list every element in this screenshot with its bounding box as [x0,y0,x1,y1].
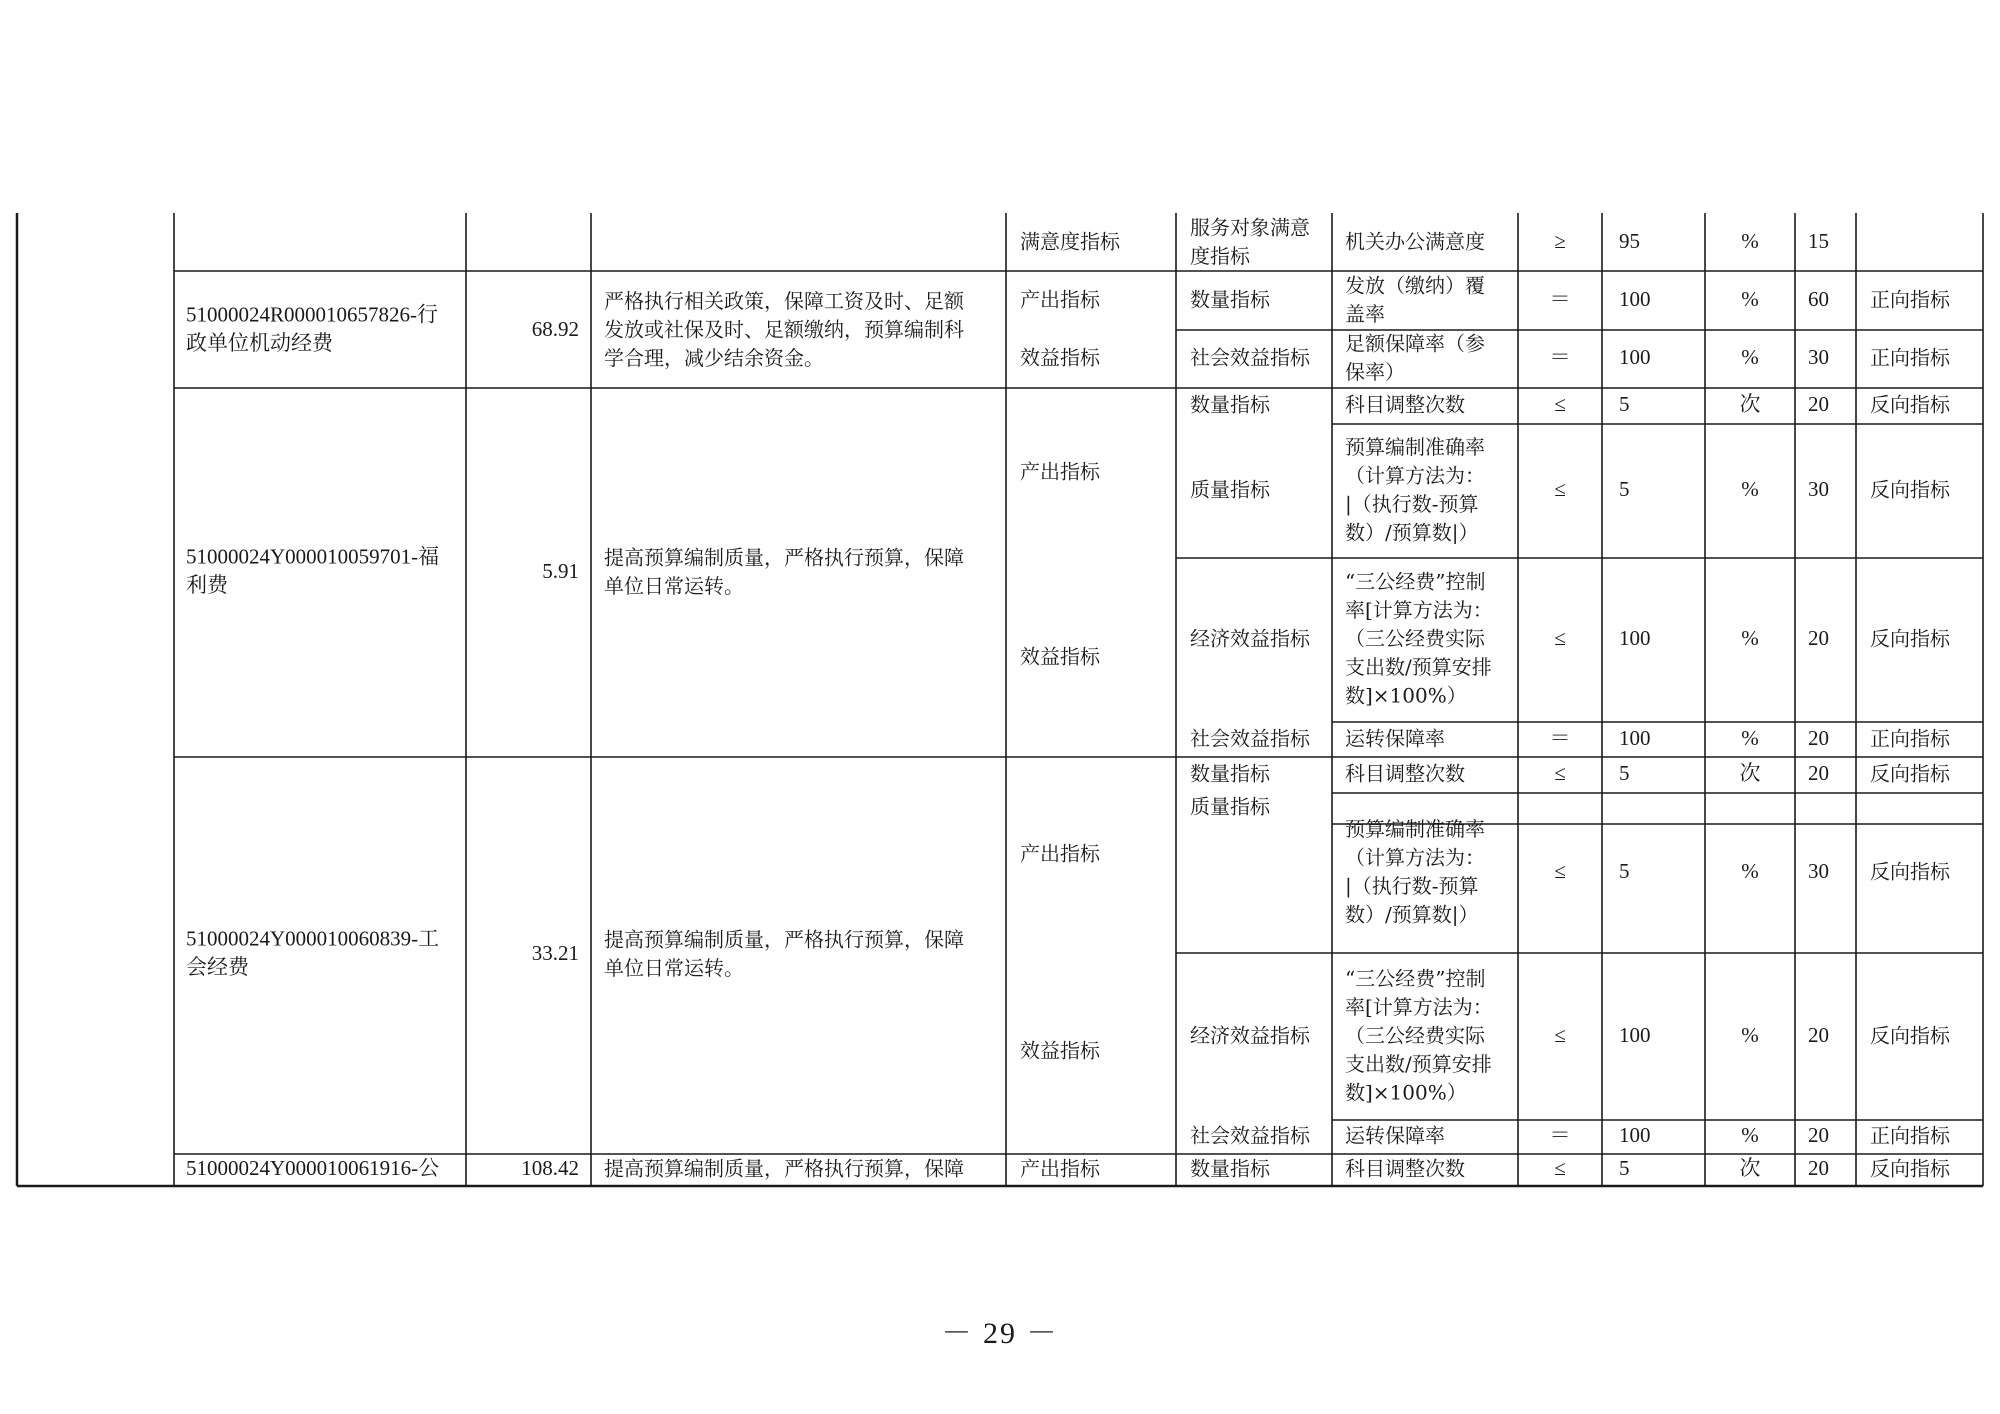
project-amount: 5.91 [542,558,579,583]
weight-score: 20 [1808,1155,1829,1180]
level3-indicator: 数）/预算数|） [1345,902,1479,927]
comparison-operator: ≥ [1554,228,1566,253]
level3-indicator: （计算方法为： [1345,463,1485,488]
level3-indicator: 足额保障率（参 [1345,331,1485,356]
project-name: 51000024Y000010059701-福 [186,544,440,569]
level3-indicator: 运转保障率 [1345,726,1445,751]
performance-goal: 严格执行相关政策，保障工资及时、足额 [604,289,964,313]
level3-indicator: 率[计算方法为： [1345,995,1493,1019]
level3-indicator: “三公经费”控制 [1345,569,1486,594]
level2-indicator: 服务对象满意 [1190,215,1310,240]
weight-score: 30 [1808,476,1829,501]
level3-indicator: |（执行数-预算 [1345,491,1479,516]
level1-indicator: 产出指标 [1020,841,1100,866]
performance-goal: 发放或社保及时、足额缴纳，预算编制科 [604,317,964,342]
level3-indicator: 科目调整次数 [1345,392,1465,417]
indicator-direction: 正向指标 [1870,345,1950,370]
measure-unit: % [1741,1022,1759,1047]
level3-indicator: （计算方法为： [1345,845,1485,870]
measure-unit: % [1741,1122,1759,1147]
target-value: 95 [1619,228,1640,253]
weight-score: 30 [1808,344,1829,369]
indicator-direction: 反向指标 [1870,1023,1950,1048]
level1-indicator: 满意度指标 [1020,229,1120,254]
project-name: 利费 [186,573,228,598]
weight-score: 20 [1808,625,1829,650]
project-name: 51000024R000010657826-行 [186,302,438,327]
level3-indicator: “三公经费”控制 [1345,966,1486,991]
level3-indicator: 支出数/预算安排 [1345,655,1492,679]
performance-goal: 单位日常运转。 [604,955,744,980]
target-value: 100 [1619,344,1651,369]
level1-indicator: 效益指标 [1020,1038,1100,1063]
measure-unit: % [1741,725,1759,750]
level3-indicator: 数]×100%） [1345,1080,1467,1105]
project-amount: 68.92 [531,316,579,341]
level2-indicator: 社会效益指标 [1190,345,1310,370]
level3-indicator: （三公经费实际 [1345,1023,1485,1048]
table-cells [186,215,1951,1180]
target-value: 5 [1619,1155,1630,1180]
project-name: 51000024Y000010060839-工 [186,926,440,951]
indicator-direction: 反向指标 [1870,761,1950,786]
target-value: 5 [1619,858,1630,883]
target-value: 5 [1619,391,1630,416]
target-value: 5 [1619,760,1630,785]
target-value: 100 [1619,1122,1651,1147]
weight-score: 15 [1808,228,1829,253]
indicator-direction: 反向指标 [1870,477,1950,502]
target-value: 100 [1619,625,1651,650]
level3-indicator: 支出数/预算安排 [1345,1052,1492,1076]
weight-score: 20 [1808,391,1829,416]
level3-indicator: 保率） [1345,359,1405,384]
indicator-direction: 反向指标 [1870,626,1950,651]
indicator-direction: 反向指标 [1870,1156,1950,1181]
level3-indicator: |（执行数-预算 [1345,873,1479,898]
level2-indicator: 经济效益指标 [1190,1023,1310,1048]
level3-indicator: 预算编制准确率 [1345,434,1485,459]
comparison-operator: ≤ [1554,1022,1566,1047]
comparison-operator: ≤ [1554,858,1566,883]
level1-indicator: 产出指标 [1020,1156,1100,1181]
project-amount: 108.42 [521,1155,579,1180]
target-value: 100 [1619,286,1651,311]
level3-indicator: 率[计算方法为： [1345,598,1493,622]
measure-unit: 次 [1739,1155,1761,1180]
level2-indicator: 数量指标 [1190,392,1270,417]
indicator-direction: 反向指标 [1870,859,1950,884]
comparison-operator: ＝ [1549,1122,1571,1147]
target-value: 100 [1619,1022,1651,1047]
level3-indicator: （三公经费实际 [1345,626,1485,651]
level3-indicator: 盖率 [1345,301,1385,326]
level2-indicator: 经济效益指标 [1190,626,1310,651]
measure-unit: % [1741,286,1759,311]
performance-goal: 学合理，减少结余资金。 [604,346,824,370]
indicator-direction: 正向指标 [1870,726,1950,751]
level2-indicator: 质量指标 [1190,477,1270,502]
comparison-operator: ≤ [1554,625,1566,650]
level3-indicator: 运转保障率 [1345,1123,1445,1148]
level3-indicator: 预算编制准确率 [1345,816,1485,841]
table-grid [17,213,1983,1186]
level3-indicator: 发放（缴纳）覆 [1345,273,1485,298]
comparison-operator: ＝ [1549,344,1571,369]
target-value: 100 [1619,725,1651,750]
level2-indicator: 数量指标 [1190,1156,1270,1181]
weight-score: 20 [1808,760,1829,785]
measure-unit: % [1741,858,1759,883]
level2-indicator: 数量指标 [1190,287,1270,312]
level1-indicator: 效益指标 [1020,345,1100,370]
level3-indicator: 科目调整次数 [1345,761,1465,786]
comparison-operator: ≤ [1554,1155,1566,1180]
level2-indicator: 质量指标 [1190,794,1270,819]
performance-goal: 单位日常运转。 [604,573,744,598]
measure-unit: 次 [1739,391,1761,416]
comparison-operator: ≤ [1554,476,1566,501]
weight-score: 30 [1808,858,1829,883]
performance-goal: 提高预算编制质量，严格执行预算，保障 [604,927,964,952]
performance-goal: 提高预算编制质量，严格执行预算，保障 [604,1156,964,1181]
weight-score: 60 [1808,286,1829,311]
project-name: 51000024Y000010061916-公 [186,1155,440,1180]
project-name: 会经费 [186,955,249,980]
level1-indicator: 产出指标 [1020,459,1100,484]
weight-score: 20 [1808,1122,1829,1147]
level3-indicator: 机关办公满意度 [1345,229,1485,254]
comparison-operator: ＝ [1549,725,1571,750]
page-number: － 29 － [941,1317,1059,1350]
level2-indicator: 数量指标 [1190,761,1270,786]
comparison-operator: ＝ [1549,286,1571,311]
performance-goal: 提高预算编制质量，严格执行预算，保障 [604,545,964,570]
comparison-operator: ≤ [1554,391,1566,416]
indicator-direction: 反向指标 [1870,392,1950,417]
measure-unit: % [1741,625,1759,650]
project-name: 政单位机动经费 [186,331,333,356]
measure-unit: % [1741,476,1759,501]
target-value: 5 [1619,476,1630,501]
comparison-operator: ≤ [1554,760,1566,785]
level3-indicator: 数）/预算数|） [1345,520,1479,545]
indicator-direction: 正向指标 [1870,287,1950,312]
level3-indicator: 科目调整次数 [1345,1156,1465,1181]
level3-indicator: 数]×100%） [1345,683,1467,708]
indicator-direction: 正向指标 [1870,1123,1950,1148]
level1-indicator: 效益指标 [1020,644,1100,669]
measure-unit: % [1741,344,1759,369]
project-amount: 33.21 [531,940,579,965]
weight-score: 20 [1808,1022,1829,1047]
level2-indicator: 社会效益指标 [1190,726,1310,751]
measure-unit: 次 [1739,760,1761,785]
measure-unit: % [1741,228,1759,253]
level2-indicator: 度指标 [1190,243,1250,268]
weight-score: 20 [1808,725,1829,750]
level2-indicator: 社会效益指标 [1190,1123,1310,1148]
level1-indicator: 产出指标 [1020,287,1100,312]
